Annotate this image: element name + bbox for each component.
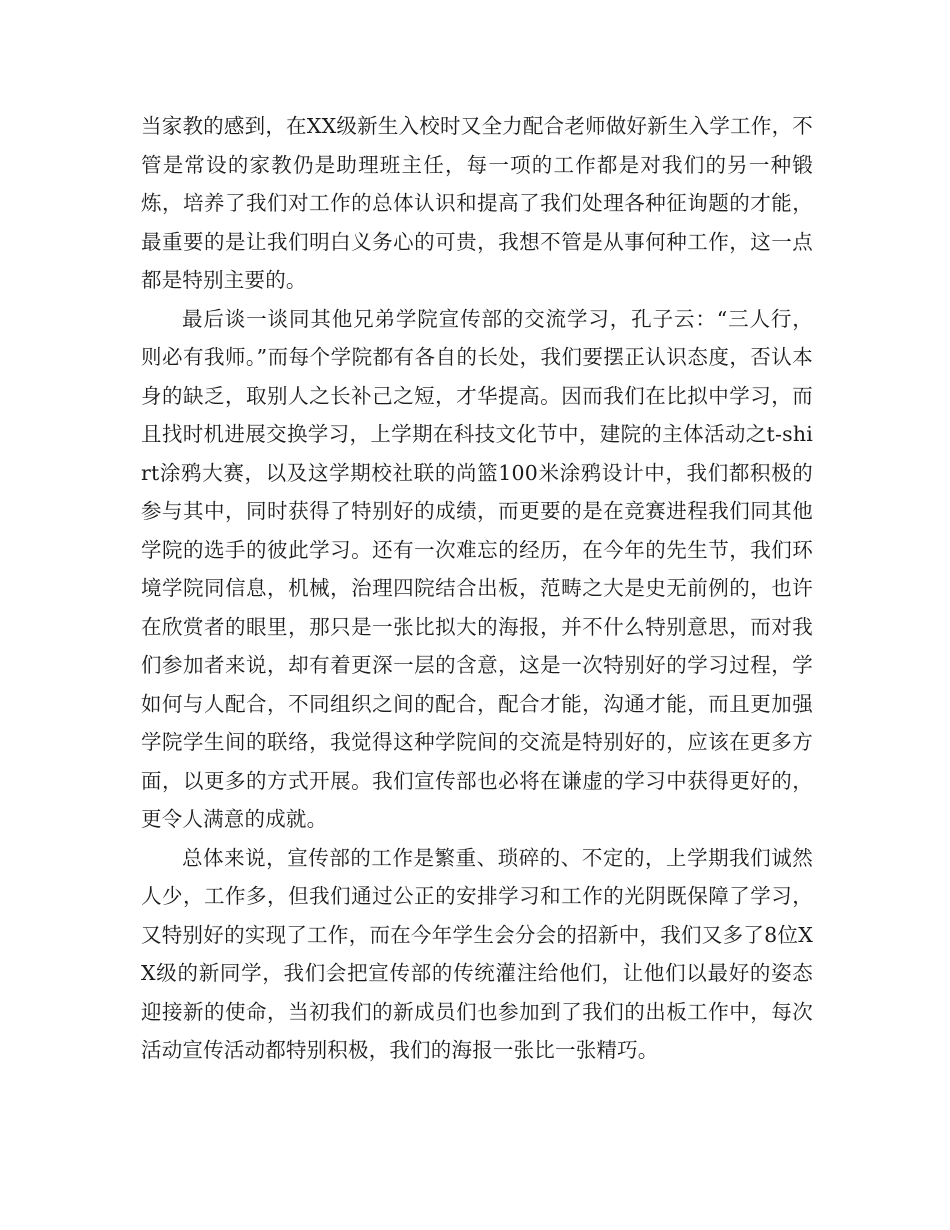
paragraph-1: 当家教的感到，在XX级新生入校时又全力配合老师做好新生入学工作，不管是常设的家教仍是助理班主任，每一项的工作都是对我们的另一种锻炼，培养了我们对工作的总体认识和提高了我们处理各种征询题的才能，最重要的是让我们明白义务心的可贵，我想不管是从事何种工作，这一点都是特别主要的。 (141, 114, 813, 292)
document-body (141, 107, 813, 1070)
paragraph-2: 最后谈一谈同其他兄弟学院宣传部的交流学习，孔子云：“三人行，则必有我师。”而每个学院都有各自的长处，我们要摆正认识态度，否认本身的缺乏，取别人之长补己之短，才华提高。因而我们在比拟中学习，而且找时机进展交换学习，上学期在科技文化节中，建院的主体活动之t-shirt涂鸦大赛，以及这学期校社联的尚篮100米涂鸦设计中，我们都积极的参与其中，同时获得了特别好的成绩，而更要的是在竞赛进程我们同其他学院的选手的彼此学习。还有一次难忘的经历，在今年的先生节，我们环境学院同信息，机械，治理四院结合出板，范畴之大是史无前例的，也许在欣赏者的眼里，那只是一张比拟大的海报，并不什么特别意思，而对我们参加者来说，却有着更深一层的含意，这是一次特别好的学习过程，学如何与人配合，不同组织之间的配合，配合才能，沟通才能，而且更加强学院学生间的联络，我觉得这种学院间的交流是特别好的，应该在更多方面，以更多的方式开展。我们宣传部也必将在谦虚的学习中获得更好的，更令人满意的成就。 (141, 306, 813, 831)
paragraph-3: 总体来说，宣传部的工作是繁重、琐碎的、不定的，上学期我们诚然人少，工作多，但我们通过公正的安排学习和工作的光阴既保障了学习，又特别好的实现了工作，而在今年学生会分会的招新中，我们又多了8位XX级的新同学，我们会把宣传部的传统灌注给他们，让他们以最好的姿态迎接新的使命，当初我们的新成员们也参加到了我们的出板工作中，每次活动宣传活动都特别积极，我们的海报一张比一张精巧。 (141, 845, 813, 1062)
